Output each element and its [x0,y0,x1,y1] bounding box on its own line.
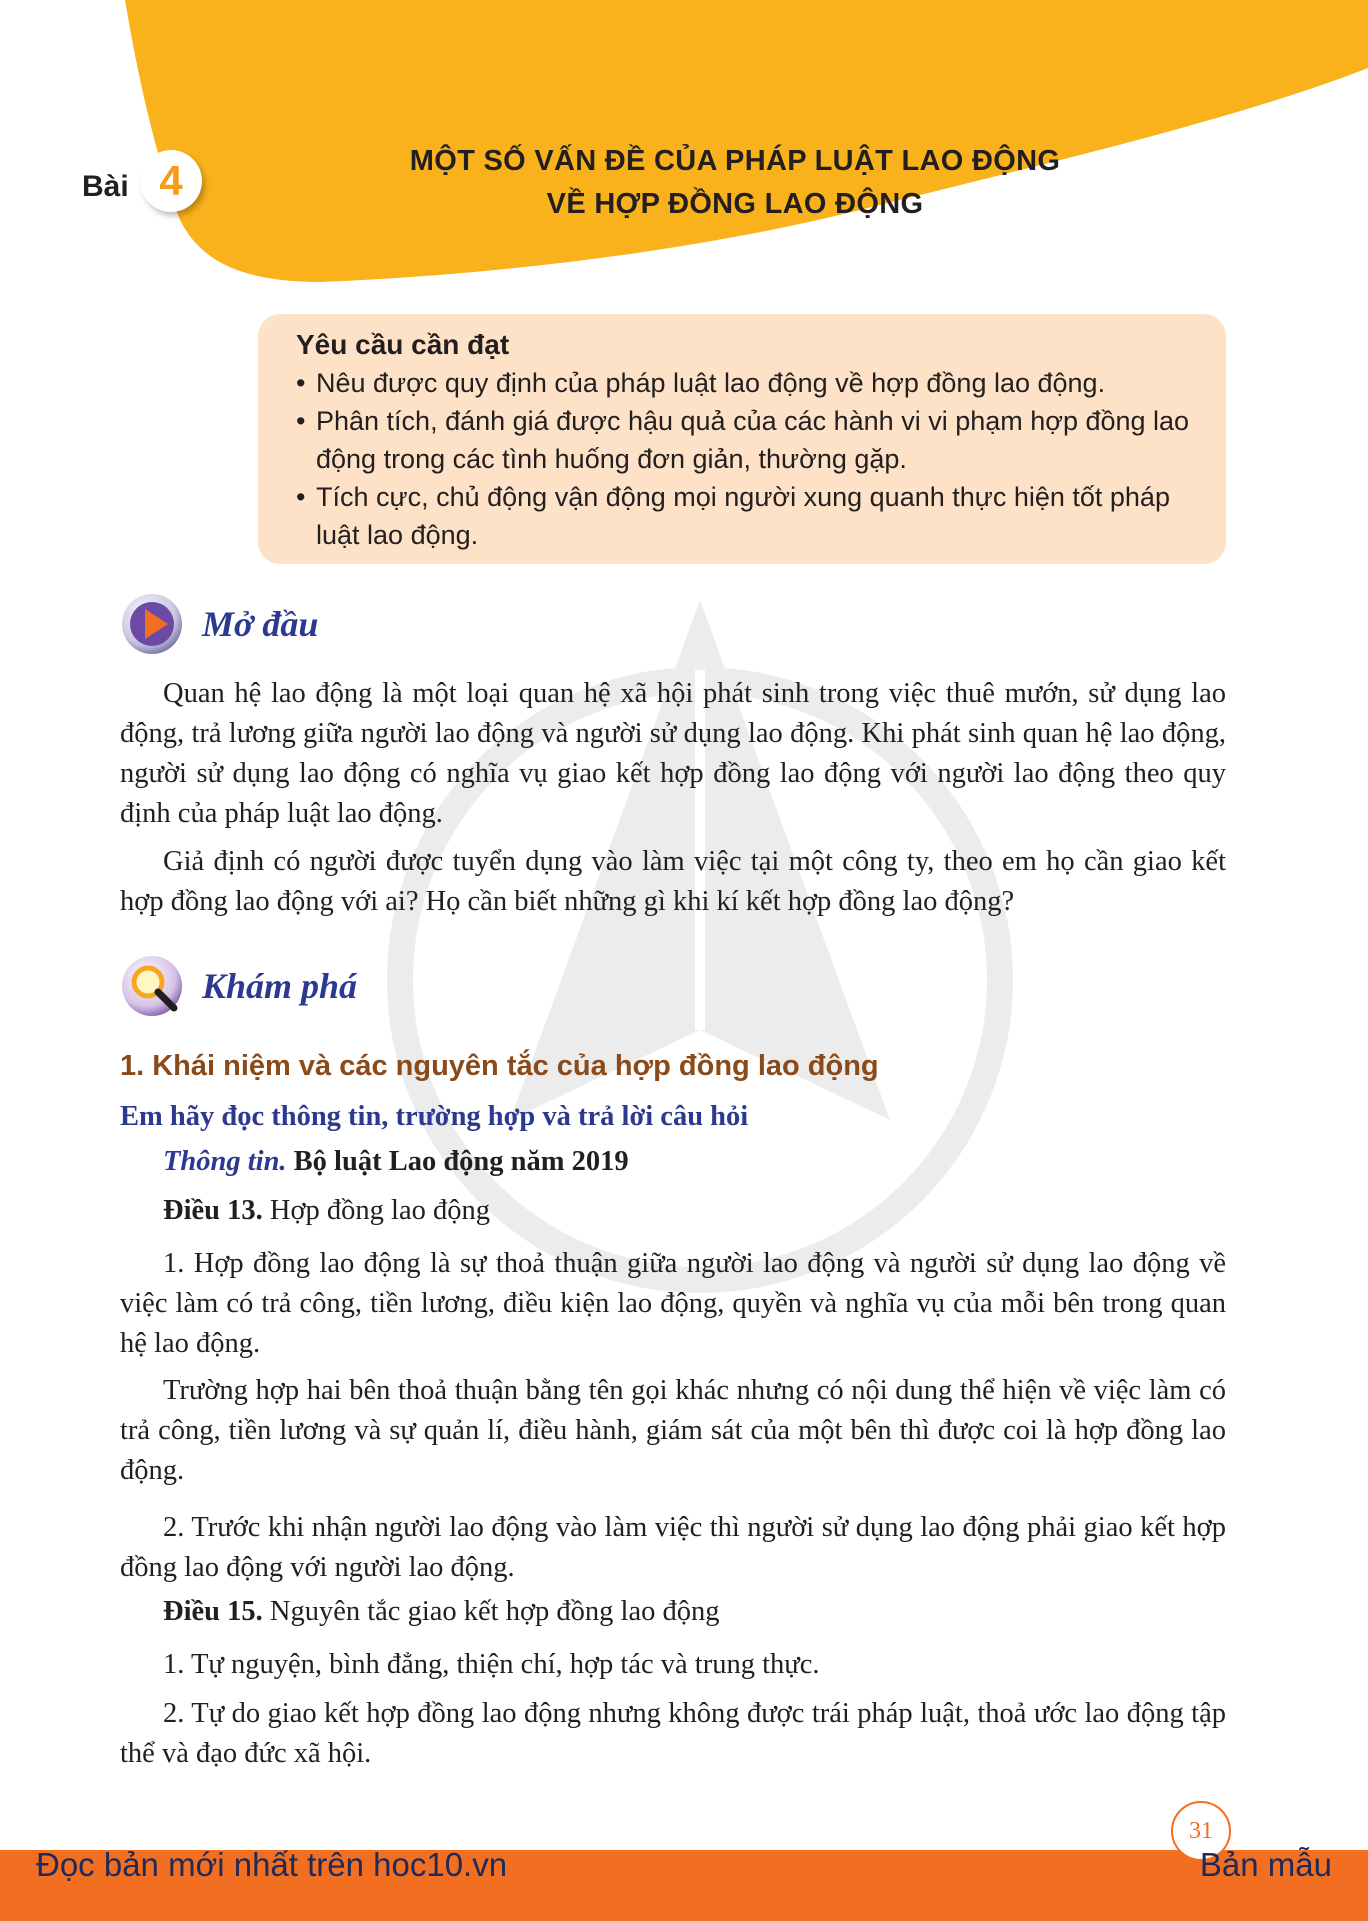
lesson-title [340,140,1130,226]
requirements-box [258,314,1226,564]
explore-section-title: Khám phá [202,966,358,1006]
explore-section-heading [120,954,357,1018]
requirement-item: • Tích cực, chủ động vận động mọi người xung quanh thực hiện tốt pháp luật lao động. [296,482,1170,550]
lesson-label: Bài [82,170,129,203]
lesson-number-badge: 4 [140,150,202,212]
footer-link-text[interactable]: Đọc bản mới nhất trên hoc10.vn [36,1846,508,1883]
requirements-title: Yêu cầu cần đạt [296,329,510,360]
article-paragraph: 1. Tự nguyện, bình đẳng, thiện chí, hợp tác và trung thực. [163,1649,820,1680]
article-paragraph: 1. Hợp đồng lao động là sự thoả thuận giữa người lao động và người sử dụng lao động về việc làm có trả công, tiền lương, điều kiện lao động, quyền và nghĩa vụ của mỗi bên trong quan hệ lao động. [120,1248,1226,1359]
article-15-label: Điều 15. [163,1596,263,1627]
article-13-title: Hợp đồng lao động [269,1195,490,1226]
article-13-label: Điều 13. [163,1195,263,1226]
subsection-heading: 1. Khái niệm và các nguyên tắc của hợp đồng lao động [120,1050,879,1082]
requirement-item: • Nêu được quy định của pháp luật lao động về hợp đồng lao động. [296,368,1106,398]
info-source: Bộ luật Lao động năm 2019 [293,1146,629,1177]
article-15-title: Nguyên tắc giao kết hợp đồng lao động [269,1596,720,1627]
article-15-heading [163,1596,719,1628]
reading-prompt: Em hãy đọc thông tin, trường hợp và trả lời câu hỏi [120,1101,749,1132]
play-icon [120,592,184,656]
intro-paragraph: Quan hệ lao động là một loại quan hệ xã hội phát sinh trong việc thuê mướn, sử dụng lao động, trả lương giữa người lao động và người sử dụng lao động. Khi phát sinh quan hệ lao động, người sử dụng lao động có nghĩa vụ giao kết hợp đồng lao động với người lao động theo quy định của pháp luật lao động. [120,678,1226,829]
intro-paragraph: Giả định có người được tuyển dụng vào làm việc tại một công ty, theo em họ cần giao kết hợp đồng lao động với ai? Họ cần biết những gì khi kí kết hợp đồng lao động? [120,846,1226,917]
article-13-heading [163,1195,490,1227]
intro-section-title: Mở đầu [202,604,319,644]
requirement-item: • Phân tích, đánh giá được hậu quả của các hành vi vi phạm hợp đồng lao động trong các tình huống đơn giản, thường gặp. [296,406,1190,474]
article-paragraph: 2. Tự do giao kết hợp đồng lao động nhưng không được trái pháp luật, thoả ước lao động tập thể và đạo đức xã hội. [120,1698,1226,1769]
lesson-title-line-1: MỘT SỐ VẤN ĐỀ CỦA PHÁP LUẬT LAO ĐỘNG [409,145,1061,177]
page-number: 31 [1171,1801,1231,1861]
article-paragraph: 2. Trước khi nhận người lao động vào làm việc thì người sử dụng lao động phải giao kết hợp đồng lao động với người lao động. [120,1512,1226,1583]
magnifier-icon [120,954,184,1018]
lesson-title-line-2: VỀ HỢP ĐỒNG LAO ĐỘNG [546,188,924,220]
info-label: Thông tin. [163,1146,287,1177]
footer-sample-label: Bản mẫu [1199,1846,1332,1883]
article-paragraph: Trường hợp hai bên thoả thuận bằng tên gọi khác nhưng có nội dung thể hiện về việc làm có trả công, tiền lương và sự quản lí, điều hành, giám sát của một bên thì được coi là hợp đồng lao động. [120,1375,1226,1486]
intro-section-heading [120,592,318,656]
info-line [163,1146,629,1178]
